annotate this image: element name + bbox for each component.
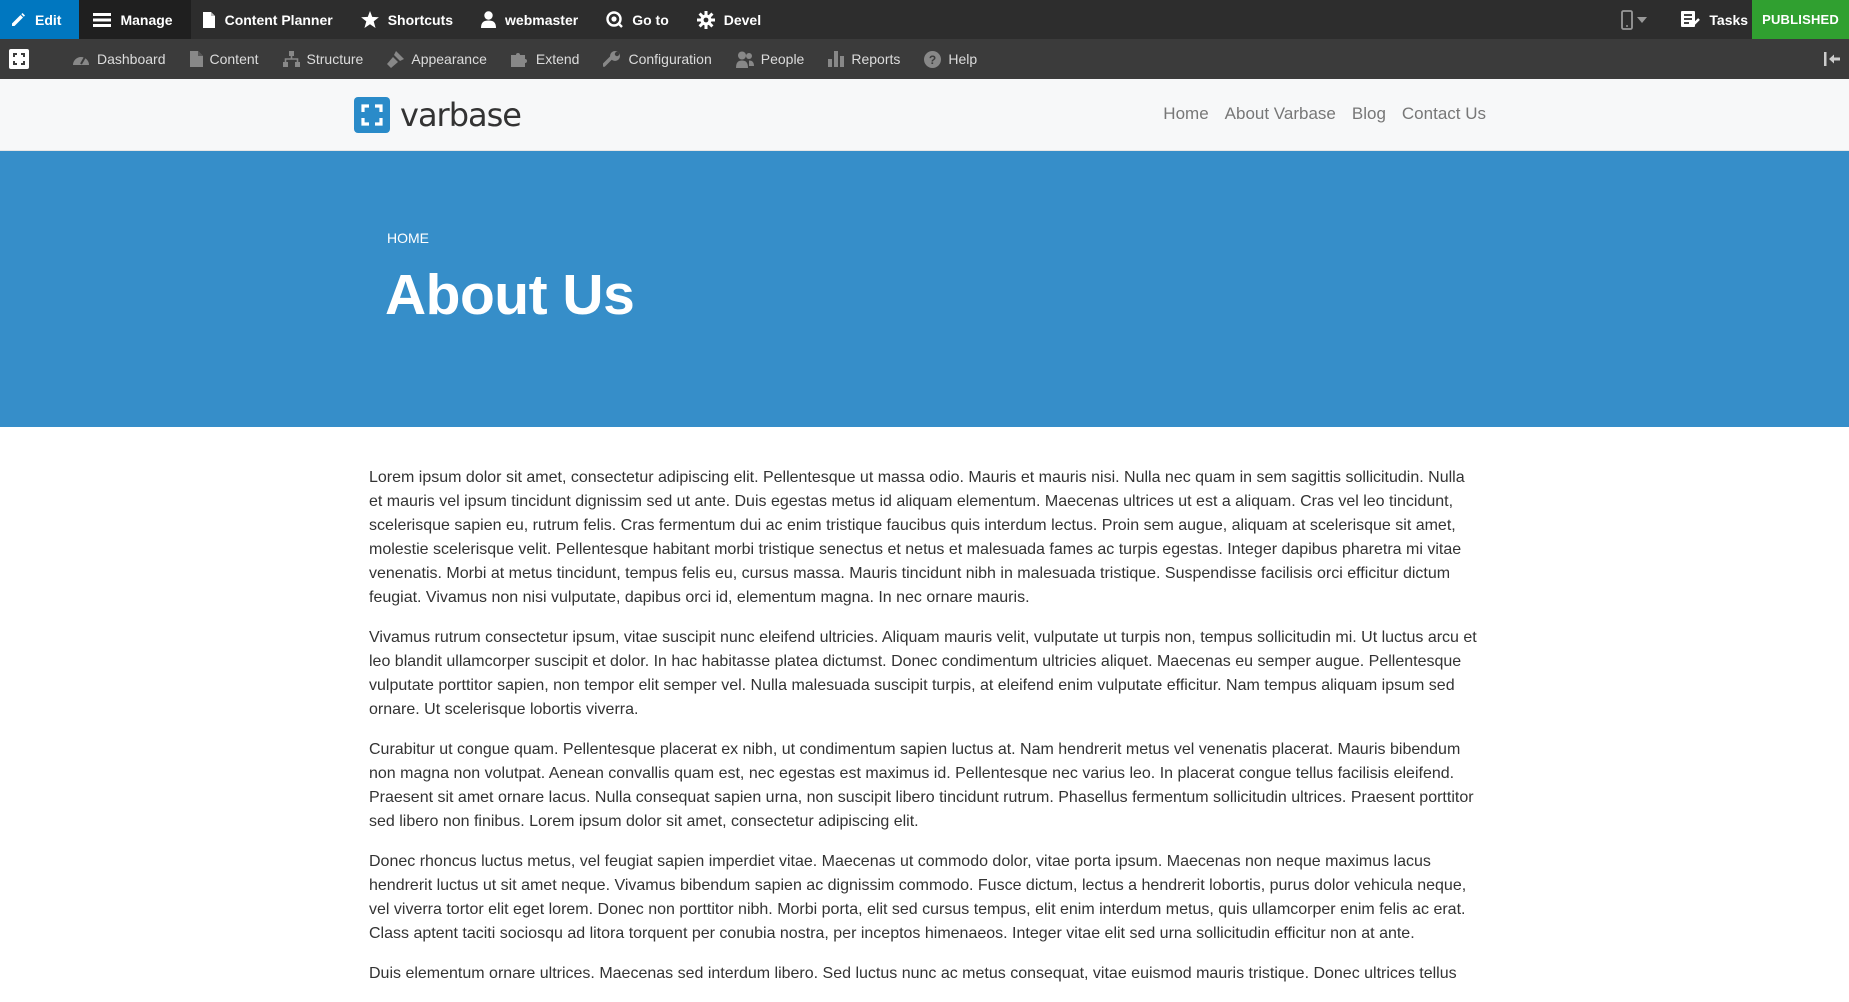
document-icon (202, 12, 216, 28)
tray-item-label: Dashboard (97, 51, 166, 67)
tray-collapse-button[interactable] (1815, 39, 1849, 79)
mobile-device-icon (1621, 10, 1633, 30)
main-navigation (1163, 104, 1486, 124)
main-content (369, 466, 1481, 1002)
help-icon (924, 51, 941, 68)
tasks-icon (1681, 11, 1700, 28)
tray-item-label: Help (948, 51, 978, 67)
tray-item-extend[interactable] (499, 39, 592, 79)
devel-button[interactable] (686, 0, 778, 39)
tray-item-label: People (760, 51, 805, 67)
manage-label: Manage (120, 11, 173, 28)
nav-link-home[interactable]: Home (1163, 104, 1209, 123)
shortcuts-button[interactable] (350, 0, 470, 39)
toolbar-spacer (778, 0, 1601, 39)
body-paragraph: Lorem ipsum dolor sit amet, consectetur adipiscing elit. Pellentesque ut massa odio. Mauris et mauris nisi. Nulla nec quam in sem sagittis sollicitudin. Nulla et mauris vel ipsum tincidunt dignissim sed ut ante. Duis egestas metus id aliquam elementum. Maecenas ultrices ut est a aliquam. Cras vel leo tincidunt, scelerisque sapien eu, rutrum felis. Cras fermentum dui ac enim tristique faucibus quis interdum lectus. Proin sem augue, aliquam at scelerisque sit amet, molestie scelerisque velit. Pellentesque habitant morbi tristique senectus et netus et malesuada fames ac turpis egestas. Integer dapibus pharetra mi vitae venenatis. Morbi at metus tincidunt, tempus felis eu, cursus massa. Mauris tincidunt nibh in malesuada tristique. Suspendisse facilisis orci efficitur dictum feugiat. Vivamus non nisi vulputate, dapibus orci id, elementum magna. In nec ornare mauris. (369, 469, 1465, 606)
tray-item-label: Configuration (628, 51, 712, 67)
published-status-badge[interactable] (1752, 0, 1849, 39)
puzzle-icon (511, 51, 529, 67)
star-icon (361, 11, 379, 28)
shortcuts-label: Shortcuts (387, 11, 454, 28)
svg-text:?: ? (929, 52, 937, 67)
user-label: webmaster (505, 11, 579, 28)
site-header (0, 79, 1849, 151)
nav-link-blog[interactable]: Blog (1351, 104, 1386, 123)
tray-item-structure[interactable] (271, 39, 376, 79)
hamburger-icon (93, 12, 111, 28)
tray-item-people[interactable] (724, 39, 817, 79)
chevron-down-icon (1637, 17, 1647, 23)
manage-button[interactable] (79, 0, 190, 39)
paintbrush-icon (387, 51, 404, 68)
body-paragraph: Duis elementum ornare ultrices. Maecenas sed interdum libero. Sed luctus nunc ac metus consequat, vitae euismod mauris tristique. Donec ultrices tellus (369, 965, 1457, 982)
gear-icon (697, 11, 715, 29)
document-icon (190, 51, 203, 67)
content-planner-label: Content Planner (224, 11, 333, 28)
published-label: PUBLISHED (1762, 12, 1839, 27)
edit-button[interactable] (0, 0, 79, 39)
tray-item-dashboard[interactable] (60, 39, 178, 79)
tray-item-reports[interactable] (816, 39, 912, 79)
search-icon (606, 11, 623, 28)
tasks-button[interactable] (1665, 0, 1752, 39)
content-planner-button[interactable] (191, 0, 350, 39)
dashboard-icon (72, 51, 90, 67)
admin-toolbar (0, 0, 1849, 39)
body-paragraph: Vivamus rutrum consectetur ipsum, vitae suscipit nunc eleifend ultricies. Aliquam mauris velit, vulputate ut turpis non, tempus sollicitudin mi. Ut luctus arcu et leo blandit ullamcorper suscipit et dolor. In hac habitasse platea dictumst. Donec condimentum ultricies aliquet. Maecenas eu semper augue. Pellentesque vulputate porttitor sapien, non tempor elit semper vel. Nulla malesuada suscipit turpis, at eleifend enim vulputate efficitur. Nam tempus aliquam ipsum sed ornare. Ut scelerisque lobortis viverra. (369, 629, 1477, 718)
nav-link-about-varbase[interactable]: About Varbase (1224, 104, 1336, 123)
tray-item-content[interactable] (178, 39, 271, 79)
people-icon (736, 51, 754, 68)
device-preview-button[interactable] (1601, 0, 1665, 39)
edit-label: Edit (35, 11, 62, 28)
pencil-icon (10, 12, 26, 28)
tray-item-configuration[interactable] (591, 39, 723, 79)
goto-label: Go to (632, 11, 669, 28)
sitemap-icon (283, 51, 300, 67)
tray-item-label: Reports (851, 51, 901, 67)
user-button[interactable] (470, 0, 595, 39)
bar-chart-icon (828, 51, 844, 67)
wrench-icon (603, 50, 621, 68)
varbase-tray-logo[interactable] (0, 39, 38, 79)
varbase-logo-icon (354, 97, 390, 133)
tray-item-help[interactable] (912, 39, 989, 79)
tray-item-label: Content (209, 51, 259, 67)
page-title: About Us (385, 263, 635, 327)
body-paragraph: Curabitur ut congue quam. Pellentesque placerat ex nibh, ut condimentum sapien luctus at. Nam hendrerit metus vel venenatis placerat. Mauris bibendum non magna non volutpat. Aenean convallis quam est, nec egestas est maximus id. Pellentesque nec varius leo. In placerat congue tellus facilisis eleifend. Praesent sit amet ornare lacus. Nulla consequat sapien urna, non suscipit libero tincidunt rutrum. Phasellus fermentum sollicitudin ultrices. Praesent porttitor sed libero non finibus. Lorem ipsum dolor sit amet, consectetur adipiscing elit. (369, 741, 1474, 830)
tray-item-label: Extend (535, 51, 580, 67)
tray-item-label: Appearance (411, 51, 487, 67)
devel-label: Devel (723, 11, 762, 28)
varbase-logo-icon (9, 49, 29, 69)
site-logo[interactable] (354, 96, 521, 134)
body-paragraph: Donec rhoncus luctus metus, vel feugiat sapien imperdiet vitae. Maecenas ut commodo dolor, vitae porta ipsum. Maecenas non neque maximus lacus hendrerit luctus ut sit amet neque. Vivamus bibendum sapien ac dignissim commodo. Fusce dictum, lectus a hendrerit lobortis, purus dolor vehicula neque, vel viverra tortor elit eget lorem. Donec non porttitor nibh. Morbi porta, elit sed cursus tempus, elit enim interdum metus, quis ullamcorper enim felis ac erat. Class aptent taciti sociosqu ad litora torquent per conubia nostra, per inceptos himenaeos. Integer vitae elit sed urna sollicitudin efficitur non at ante. (369, 853, 1467, 942)
logo-wordmark: varbase (400, 96, 521, 134)
tray-item-appearance[interactable] (375, 39, 499, 79)
breadcrumb-home[interactable]: HOME (387, 230, 429, 246)
goto-button[interactable] (595, 0, 686, 39)
tasks-label: Tasks (1709, 11, 1749, 28)
nav-link-contact-us[interactable]: Contact Us (1401, 104, 1486, 123)
collapse-left-icon (1824, 52, 1840, 66)
admin-tray (0, 39, 1849, 79)
user-icon (481, 11, 496, 28)
tray-item-label: Structure (306, 51, 364, 67)
page-hero (0, 151, 1849, 427)
